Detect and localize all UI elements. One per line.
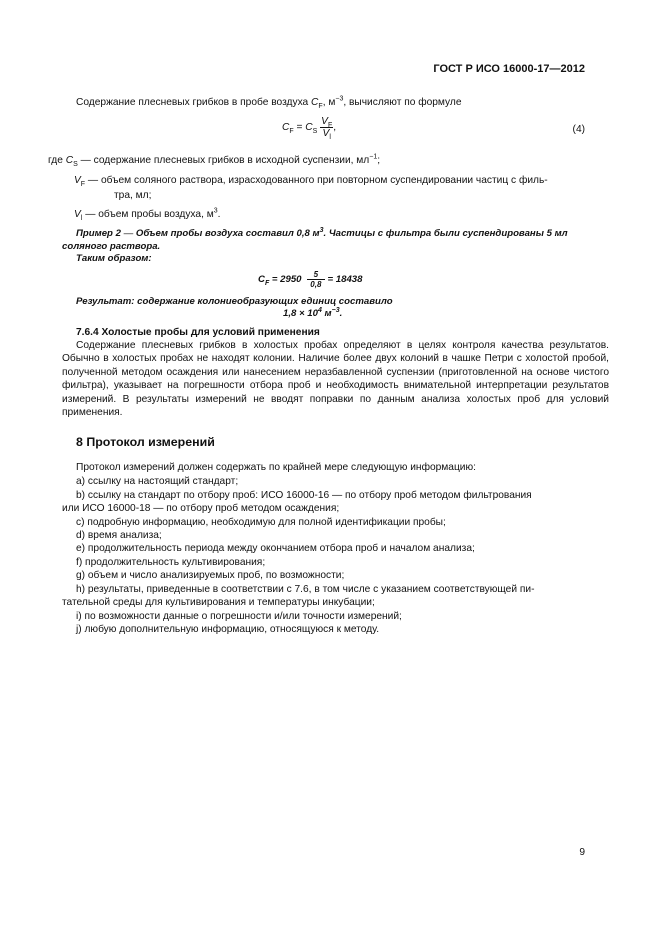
example-result-1: Результат: содержание колониеобразующих единиц составило	[76, 296, 393, 307]
list-item-g: g) объем и число анализируемых проб, по возможности;	[76, 570, 345, 581]
formula-4: $C_F = C_S$ $\frac{V_F}{V_l}$ ,	[282, 116, 337, 142]
where-item-vf-cont: тра, мл;	[114, 190, 152, 201]
handwritten-fraction: $\frac{5}{0,8}$	[307, 270, 325, 289]
where-item-cs: где $C_S$ — содержание плесневых грибков в исходной суспензии, $мл^{-1}$;	[48, 153, 381, 169]
section-764-heading: 7.6.4 Холостые пробы для условий применения	[76, 327, 320, 338]
list-item-h: h) результаты, приведенные в соответствии с 7.6, в том числе с указанием соответствующей пи-	[76, 584, 535, 595]
list-item-e: e) продолжительность периода между окончанием отбора проб и началом анализа;	[76, 543, 475, 554]
formula-number: (4)	[572, 124, 585, 135]
example-line-2: соляного раствора.	[62, 241, 161, 252]
list-item-b: b) ссылку на стандарт по отбору проб: ИСО 16000-16 — по отбору проб методом фильтрования	[76, 490, 532, 501]
list-item-d: d) время анализа;	[76, 530, 162, 541]
section-8-intro: Протокол измерений должен содержать по крайней мере следующую информацию:	[76, 462, 476, 473]
section-8-heading: 8 Протокол измерений	[76, 435, 215, 449]
list-item-i: i) по возможности данные о погрешности и/или точности измерений;	[76, 611, 402, 622]
document-header: ГОСТ Р ИСО 16000-17—2012	[433, 63, 585, 75]
formula-fraction: $\frac{V_F}{V_l}$	[321, 116, 333, 142]
example-thus: Таким образом:	[76, 253, 152, 264]
list-item-c: c) подробную информацию, необходимую для полной идентификации пробы;	[76, 517, 446, 528]
where-item-vl: $V_l$ — объем пробы воздуха, $м^3$.	[74, 207, 221, 223]
page-number: 9	[579, 847, 585, 858]
list-item-h-cont: тательной среды для культивирования и температуры инкубации;	[62, 597, 375, 608]
example-calculation: $C_F = 2950$ $\frac{5}{0,8}$ = 18438	[258, 270, 363, 289]
where-item-vf: $V_F$ — объем соляного раствора, израсходованного при повторном суспендировании частиц с филь-	[74, 175, 548, 189]
example-result-2: $1,8 \times 10^4$ $м^{-3}$.	[283, 306, 343, 319]
example-line-1: Пример 2 — Объем пробы воздуха составил 0,8 $м^3$. Частицы с фильтра были суспендированы 5 мл	[76, 226, 568, 239]
list-item-a: a) ссылку на настоящий стандарт;	[76, 476, 239, 487]
formula-intro: Содержание плесневых грибков в пробе воздуха $C_F$, $м^{-3}$, вычисляют по формуле	[76, 95, 462, 111]
list-item-j: j) любую дополнительную информацию, относящуюся к методу.	[76, 624, 380, 635]
list-item-b-cont: или ИСО 16000-18 — по отбору проб методом осаждения;	[62, 503, 340, 514]
list-item-f: f) продолжительность культивирования;	[76, 557, 266, 568]
section-764-paragraph: Содержание плесневых грибков в холостых пробах определяют в целях контроля качества результатов. Обычно в холостых пробах не находят колонии. Наличие более двух колоний в чашке Петри с холостой пробой, полученной методом осаждения или нанесением неразбавленной суспензии (приготовленной на основе чистого фильтра), указывает на погрешности отбора проб и необходимость внимательной интерпретации результатов измерений. В результаты измерений не вводят поправки по данным анализа холостых проб для условий применения.	[62, 340, 609, 419]
